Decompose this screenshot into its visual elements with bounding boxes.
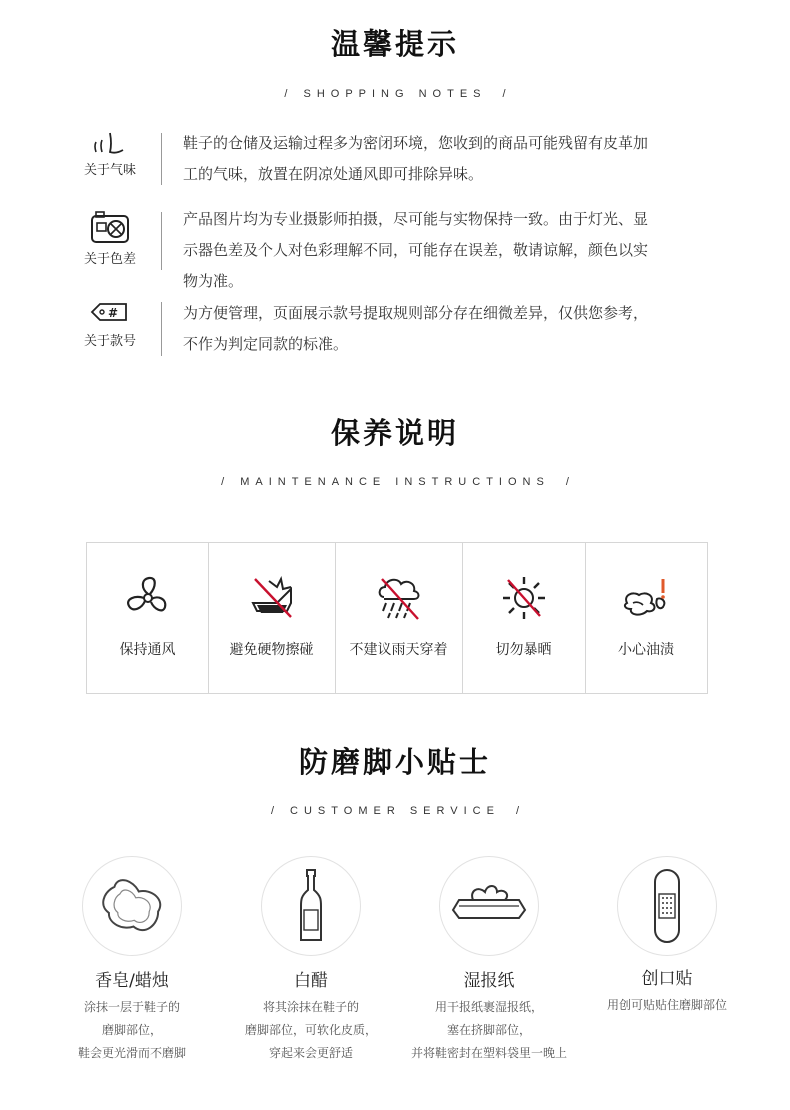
tip-line: 鞋会更光滑而不磨脚 xyxy=(77,1046,186,1060)
note-smell xyxy=(65,130,155,178)
notes-title: 温馨提示 xyxy=(330,27,459,61)
note-line: 示器色差及个人对色彩理解不同，可能存在误差，敬请谅解，颜色以实 xyxy=(183,241,649,259)
tip-title: 白醋 xyxy=(294,971,328,991)
tips-subtitle: / CUSTOMER SERVICE / xyxy=(270,805,520,817)
notes-subtitle: / SHOPPING NOTES / xyxy=(284,88,506,100)
maintenance-label: 保持通风 xyxy=(119,642,176,658)
note-text xyxy=(183,128,728,190)
maintenance-label: 避免硬物擦碰 xyxy=(229,642,314,658)
notes-subtitle-text: SHOPPING NOTES xyxy=(303,88,487,100)
note-line: 不作为判定同款的标准。 xyxy=(183,335,349,353)
maintenance-item-no-rain xyxy=(335,543,462,693)
maintenance-grid xyxy=(86,542,708,694)
maintenance-item-ventilate xyxy=(87,543,208,693)
maintenance-label: 不建议雨天穿着 xyxy=(349,642,448,658)
note-line: 产品图片均为专业摄影师拍摄，尽可能与实物保持一致。由于灯光、显 xyxy=(183,210,649,228)
tip-line: 磨脚部位， xyxy=(101,1023,162,1037)
vinegar-icon-circle xyxy=(261,856,361,956)
camera-icon xyxy=(90,210,130,244)
note-text xyxy=(183,204,728,297)
note-divider xyxy=(161,133,162,185)
note-divider xyxy=(161,302,162,356)
maintenance-subtitle-text: MAINTENANCE INSTRUCTIONS xyxy=(240,476,550,488)
no-sun-icon xyxy=(499,573,549,623)
no-scratch-icon xyxy=(247,573,297,623)
note-line: 物为准。 xyxy=(183,272,244,290)
tip-line: 用干报纸裹湿报纸， xyxy=(434,1000,543,1014)
tip-line: 穿起来会更舒适 xyxy=(268,1046,353,1060)
note-line: 工的气味，放置在阴凉处通风即可排除异味。 xyxy=(183,165,484,183)
note-line: 鞋子的仓储及运输过程多为密闭环境，您收到的商品可能残留有皮革加 xyxy=(183,134,649,152)
soap-icon-circle xyxy=(82,856,182,956)
maintenance-item-no-scratch xyxy=(208,543,335,693)
maintenance-label: 切勿暴晒 xyxy=(495,642,552,658)
maintenance-title: 保养说明 xyxy=(330,416,459,450)
note-label: 关于气味 xyxy=(83,163,136,178)
note-style-number xyxy=(65,302,155,349)
tips-subtitle-text: CUSTOMER SERVICE xyxy=(290,805,500,817)
no-rain-icon xyxy=(374,573,424,623)
maintenance-subtitle: / MAINTENANCE INSTRUCTIONS / xyxy=(221,476,569,488)
note-text xyxy=(183,298,728,360)
maintenance-item-oil xyxy=(585,543,707,693)
note-label: 关于色差 xyxy=(83,252,136,267)
tip-line: 磨脚部位，可软化皮质， xyxy=(244,1023,377,1037)
smell-icon xyxy=(90,130,130,156)
bandage-icon-circle xyxy=(617,856,717,956)
note-line: 为方便管理，页面展示款号提取规则部分存在细微差异，仅供您参考， xyxy=(183,304,649,322)
soap-icon xyxy=(82,856,182,956)
tip-title: 香皂/蜡烛 xyxy=(95,971,169,991)
tip-line: 将其涂抹在鞋子的 xyxy=(262,1000,359,1014)
vinegar-bottle-icon xyxy=(261,856,361,956)
tag-icon xyxy=(90,302,130,322)
tip-title: 创口贴 xyxy=(641,969,693,989)
note-color xyxy=(65,210,155,267)
tip-line: 塞在挤脚部位， xyxy=(446,1023,531,1037)
tip-line: 并将鞋密封在塑料袋里一晚上 xyxy=(410,1046,567,1060)
bandage-icon xyxy=(617,856,717,956)
wet-paper-icon-circle xyxy=(439,856,539,956)
oil-stain-icon xyxy=(621,573,671,623)
tip-title: 湿报纸 xyxy=(463,971,515,991)
maintenance-label: 小心油渍 xyxy=(618,642,674,658)
tip-line: 涂抹一层于鞋子的 xyxy=(83,1000,180,1014)
tips-title: 防磨脚小贴士 xyxy=(298,745,491,779)
note-divider xyxy=(161,212,162,270)
fan-icon xyxy=(123,573,173,623)
maintenance-item-no-sun xyxy=(462,543,585,693)
wet-paper-icon xyxy=(439,856,539,956)
tip-line: 用创可贴贴住磨脚部位 xyxy=(606,998,727,1012)
tag-icon-text: # xyxy=(108,306,119,320)
note-label: 关于款号 xyxy=(83,334,136,349)
